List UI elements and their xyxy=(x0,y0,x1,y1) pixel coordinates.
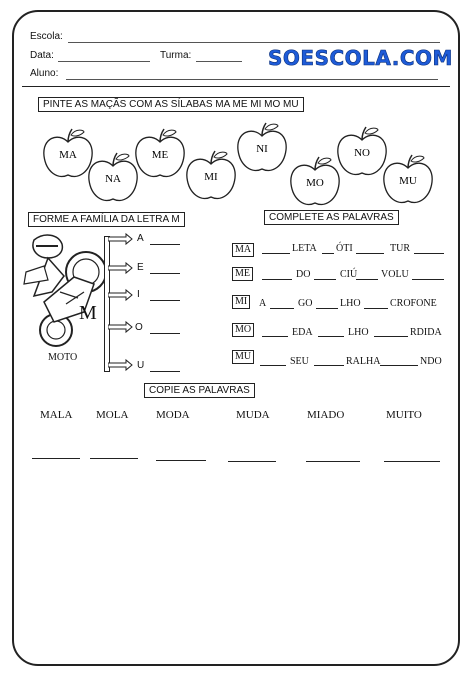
blank[interactable] xyxy=(356,279,378,280)
letter-m: M xyxy=(79,302,97,324)
vowel-a: A xyxy=(137,233,144,244)
word-part: RDIDA xyxy=(410,327,442,338)
word-part: DO xyxy=(296,269,311,280)
apple-label: NA xyxy=(105,173,121,185)
date-field[interactable] xyxy=(58,61,150,62)
vowel-i-blank[interactable] xyxy=(150,300,180,301)
header-divider xyxy=(22,86,450,87)
apple-ma[interactable] xyxy=(44,129,92,176)
blank[interactable] xyxy=(414,253,444,254)
blank[interactable] xyxy=(380,365,418,366)
copy-word-muito: MUITO xyxy=(386,409,422,421)
apple-mu[interactable] xyxy=(384,155,432,202)
student-field[interactable] xyxy=(66,79,438,80)
school-field[interactable] xyxy=(68,42,440,43)
syllable-ma: MA xyxy=(232,243,254,257)
word-part: CROFONE xyxy=(390,298,437,309)
apple-mo[interactable] xyxy=(291,157,339,204)
copy-word-moda: MODA xyxy=(156,409,190,421)
vowel-a-blank[interactable] xyxy=(150,244,180,245)
apple-label: ME xyxy=(151,149,169,161)
blank[interactable] xyxy=(322,253,334,254)
word-part: LHO xyxy=(348,327,369,338)
student-label: Aluno: xyxy=(30,68,59,79)
apple-label: NI xyxy=(256,143,268,155)
vowel-u: U xyxy=(137,360,145,371)
syllable-mo: MO xyxy=(232,323,254,337)
blank[interactable] xyxy=(374,336,408,337)
word-part: SEU xyxy=(290,356,309,367)
blank[interactable] xyxy=(314,279,336,280)
word-part: VOLU xyxy=(381,269,409,280)
copy-blank[interactable] xyxy=(306,461,360,462)
school-label: Escola: xyxy=(30,31,63,42)
blank[interactable] xyxy=(262,336,288,337)
copy-blank[interactable] xyxy=(156,460,206,461)
blank[interactable] xyxy=(356,253,384,254)
blank[interactable] xyxy=(262,253,290,254)
syllable-mi: MI xyxy=(232,295,250,309)
apple-me[interactable] xyxy=(136,129,184,176)
word-part: LHO xyxy=(340,298,361,309)
blank[interactable] xyxy=(314,365,344,366)
class-label: Turma: xyxy=(160,50,192,61)
family-instruction: FORME A FAMÍLIA DA LETRA M xyxy=(28,212,185,227)
copy-word-mola: MOLA xyxy=(96,409,129,421)
blank[interactable] xyxy=(262,279,292,280)
brand-logo: SOESCOLA.COM xyxy=(268,46,453,70)
syllable-me: ME xyxy=(232,267,253,281)
copy-blank[interactable] xyxy=(90,458,138,459)
word-part: RALHA xyxy=(346,356,381,367)
blank[interactable] xyxy=(316,308,338,309)
word-part: ÓTI xyxy=(336,243,353,254)
apples-instruction: PINTE AS MAÇÃS COM AS SÍLABAS MA ME MI MO MU xyxy=(38,97,304,112)
syllable-mu: MU xyxy=(232,350,254,364)
blank[interactable] xyxy=(260,365,286,366)
family-arrows xyxy=(108,232,138,372)
copy-blank[interactable] xyxy=(32,458,80,459)
vowel-i: I xyxy=(137,289,140,300)
word-part: CIÚ xyxy=(340,269,358,280)
apple-label: MO xyxy=(306,177,324,189)
vowel-o-blank[interactable] xyxy=(150,333,180,334)
apple-label: MU xyxy=(399,175,417,187)
vowel-e: E xyxy=(137,262,144,273)
copy-instruction: COPIE AS PALAVRAS xyxy=(144,383,255,398)
word-part: GO xyxy=(298,298,313,309)
blank[interactable] xyxy=(412,279,444,280)
apple-ni[interactable] xyxy=(238,123,286,170)
word-part: NDO xyxy=(420,356,442,367)
word-part: EDA xyxy=(292,327,313,338)
copy-word-mala: MALA xyxy=(40,409,73,421)
word-part: TUR xyxy=(390,243,410,254)
vowel-e-blank[interactable] xyxy=(150,273,180,274)
copy-word-muda: MUDA xyxy=(236,409,270,421)
apple-label: MA xyxy=(59,149,77,161)
vowel-o: O xyxy=(135,322,143,333)
word-part: LETA xyxy=(292,243,317,254)
copy-blank[interactable] xyxy=(228,461,276,462)
picture-caption: MOTO xyxy=(48,352,78,363)
class-field[interactable] xyxy=(196,61,242,62)
copy-word-miado: MIADO xyxy=(307,409,345,421)
apple-na[interactable] xyxy=(89,153,137,200)
blank[interactable] xyxy=(270,308,294,309)
copy-blank[interactable] xyxy=(384,461,440,462)
date-label: Data: xyxy=(30,50,54,61)
blank[interactable] xyxy=(364,308,388,309)
blank[interactable] xyxy=(318,336,344,337)
complete-instruction: COMPLETE AS PALAVRAS xyxy=(264,210,399,225)
apple-label: NO xyxy=(354,147,370,159)
apple-mi[interactable] xyxy=(187,151,235,198)
vowel-u-blank[interactable] xyxy=(150,371,180,372)
word-part: A xyxy=(259,298,267,309)
apple-no[interactable] xyxy=(338,127,386,174)
apple-label: MI xyxy=(204,171,218,183)
